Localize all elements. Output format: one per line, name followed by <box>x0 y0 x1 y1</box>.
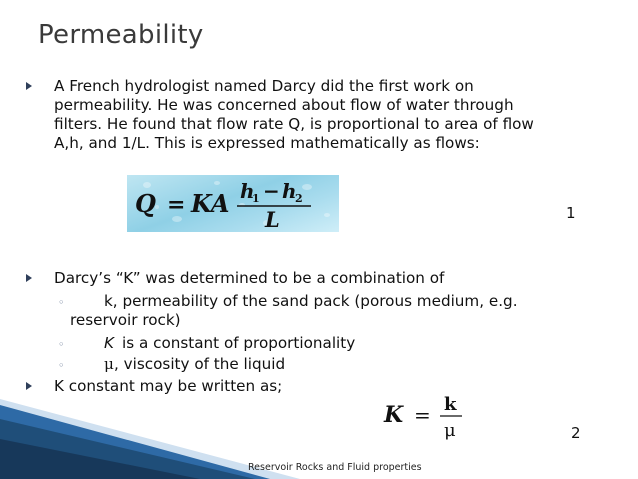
equation-2-number: 2 <box>571 424 581 442</box>
eq2-num: k <box>444 394 457 415</box>
sub-item-permeability-cont: reservoir rock) <box>70 311 181 329</box>
bullet-arrow-icon <box>26 274 32 282</box>
eq2-lhs: K <box>384 402 404 428</box>
equation-1-box <box>127 175 339 232</box>
equation-1 <box>127 175 339 232</box>
sub-item-k-symbol: K <box>104 334 114 352</box>
eq1-equals: = <box>167 192 186 218</box>
sub-item-viscosity: , viscosity of the liquid <box>114 355 286 373</box>
sub-item-mu-symbol: μ <box>104 355 114 373</box>
eq1-den: L <box>265 207 280 232</box>
bullet-arrow-icon <box>26 382 32 390</box>
bullet-line: Darcy’s “K” was determined to be a combination of <box>54 269 445 287</box>
sub-bullet-icon: ◦ <box>58 296 65 309</box>
eq1-coef: KA <box>191 189 230 218</box>
equation-2 <box>378 392 488 442</box>
bullet-line: K constant may be written as; <box>54 377 283 395</box>
eq2-equals: = <box>414 403 431 427</box>
bullet-line: A French hydrologist named Darcy did the first work on <box>54 77 474 95</box>
sub-bullet-icon: ◦ <box>58 338 65 351</box>
footer-text: Reservoir Rocks and Fluid properties <box>248 462 422 473</box>
slide-title: Permeability <box>38 20 204 50</box>
eq1-num-b-sub: 2 <box>295 192 303 205</box>
eq1-lhs: Q <box>135 189 156 218</box>
eq2-den: μ <box>444 420 456 441</box>
bullet-k-constant <box>26 377 626 397</box>
eq1-num-a: h <box>240 179 255 203</box>
eq1-minus: − <box>263 179 280 203</box>
equation-1-number: 1 <box>566 204 576 222</box>
bullet-darcy-k <box>26 269 626 289</box>
sub-bullet-icon: ◦ <box>58 359 65 372</box>
sub-item-permeability: k, permeability of the sand pack (porous medium, e.g. <box>104 292 518 310</box>
eq1-num-a-sub: 1 <box>252 192 260 205</box>
bullet-arrow-icon <box>26 82 32 90</box>
eq1-num-b: h <box>282 179 297 203</box>
bullet-line: filters. He found that flow rate Q, is proportional to area of flow <box>54 115 534 133</box>
bullet-line: A,h, and 1/L. This is expressed mathematically as flows: <box>54 134 480 152</box>
bullet-darcy-intro <box>26 77 626 157</box>
bullet-line: permeability. He was concerned about flow of water through <box>54 96 514 114</box>
sub-item-constant: is a constant of proportionality <box>122 334 356 352</box>
